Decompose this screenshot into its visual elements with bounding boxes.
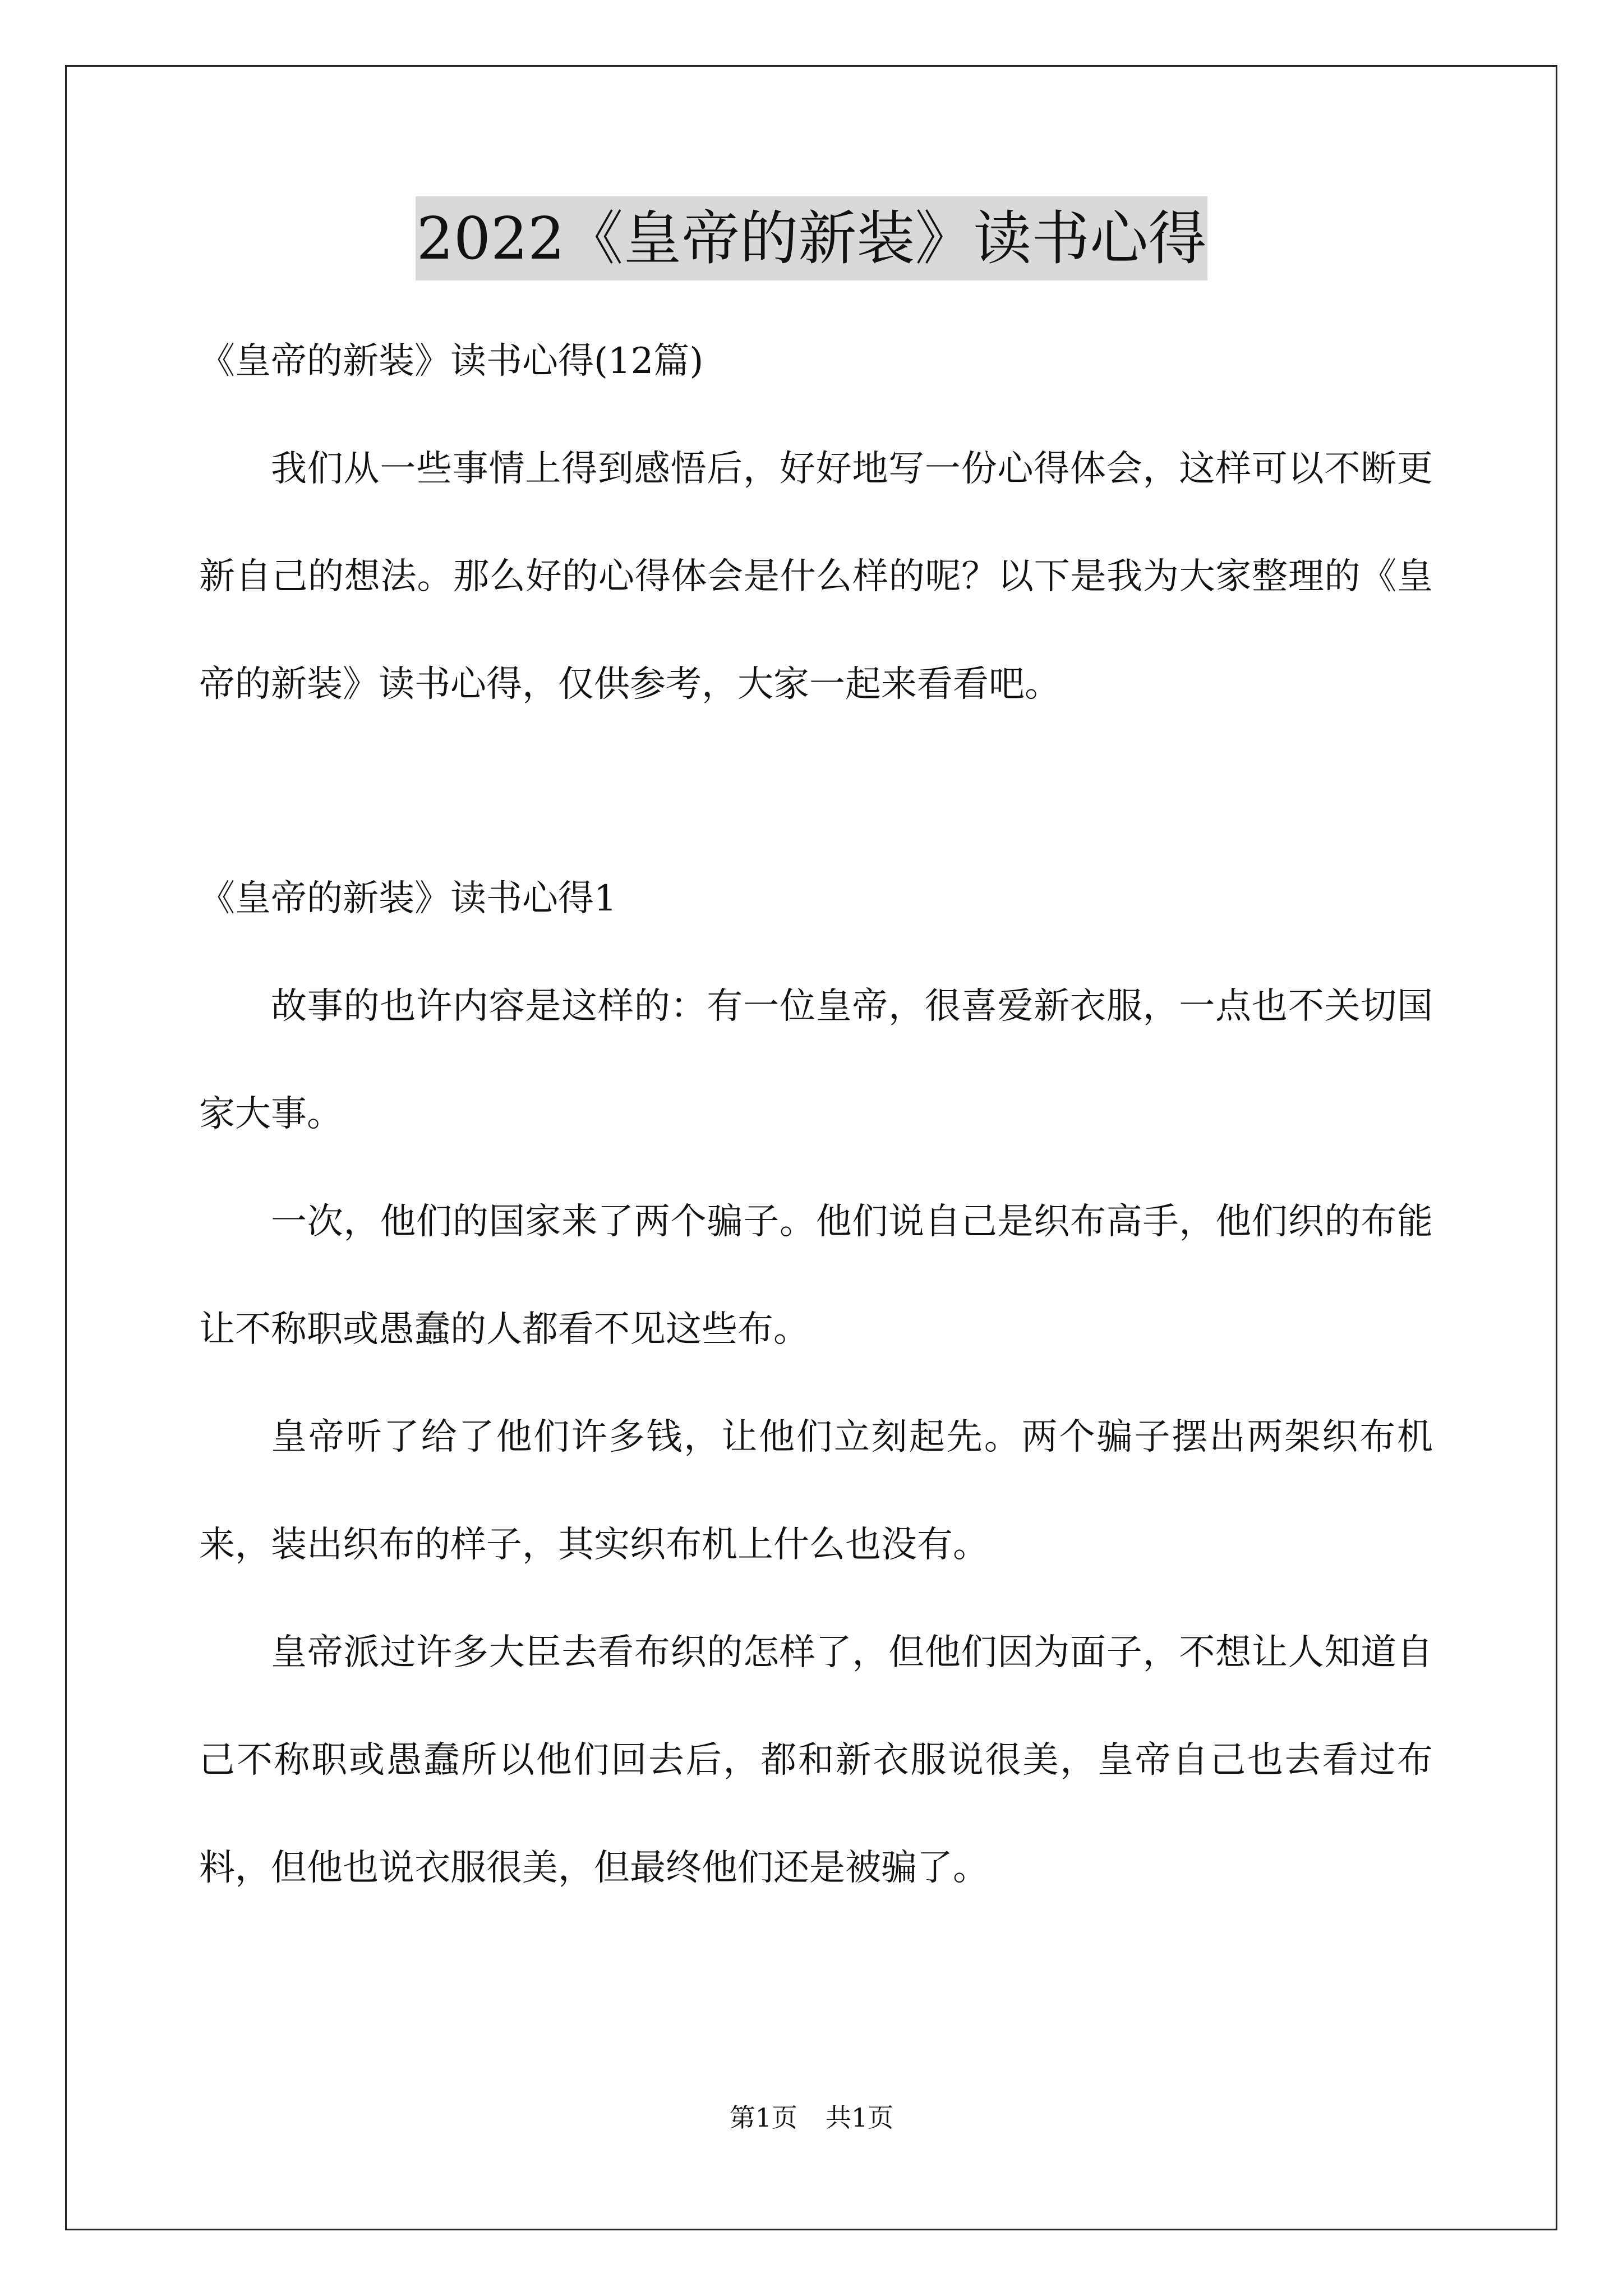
body-paragraph: 一次，他们的国家来了两个骗子。他们说自己是织布高手，他们织的布能让不称职或愚蠢的人都看不见这些布。 [199,1201,1433,1350]
document-title: 2022《皇帝的新装》读书心得 [416,196,1208,280]
intro-paragraph: 我们从一些事情上得到感悟后，好好地写一份心得体会，这样可以不断更新自己的想法。那么好的心得体会是什么样的呢？以下是我为大家整理的《皇帝的新装》读书心得，仅供参考，大家一起来看看吧。 [199,448,1433,705]
body-paragraph: 皇帝听了给了他们许多钱，让他们立刻起先。两个骗子摆出两架织布机来，装出织布的样子，其实织布机上什么也没有。 [199,1416,1433,1566]
title-container [0,196,1623,280]
section-gap [199,738,1433,845]
page-footer [0,2101,1623,2134]
body-paragraph: 故事的也许内容是这样的：有一位皇帝，很喜爱新衣服，一点也不关切国家大事。 [199,986,1433,1135]
document-body [199,307,1433,1922]
body-paragraph: 皇帝派过许多大臣去看布织的怎样了，但他们因为面子，不想让人知道自己不称职或愚蠢所以他们回去后，都和新衣服说很美，皇帝自己也去看过布料，但他也说衣服很美，但最终他们还是被骗了。 [199,1632,1433,1889]
page-number: 第1页 [729,2102,797,2133]
section-heading: 《皇帝的新装》读书心得1 [199,878,617,919]
page-total: 共1页 [826,2102,894,2133]
document-subtitle: 《皇帝的新装》读书心得(12篇) [199,341,704,382]
